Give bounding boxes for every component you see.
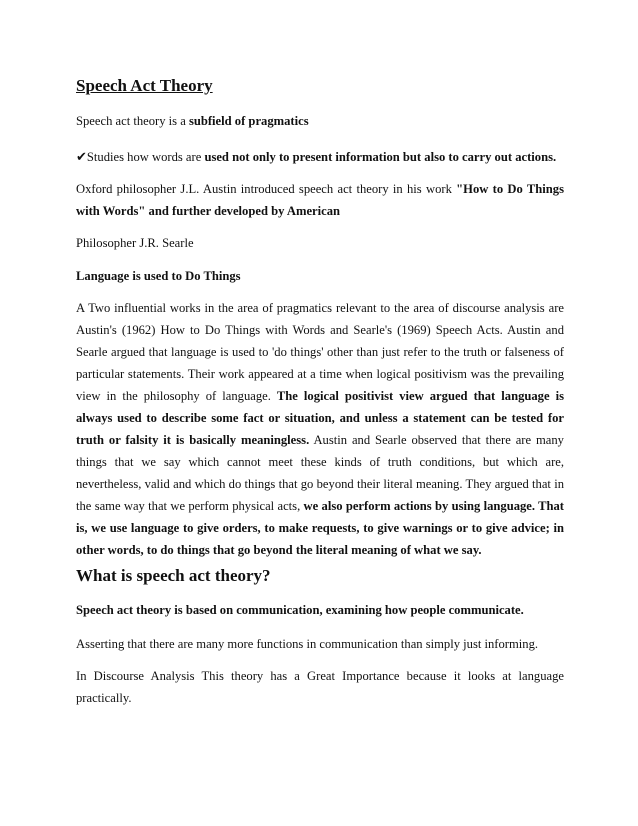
body-text-1: A Two influential works in the area of pragmatics relevant to the area of discourse analysis are Austin's (1962) How to Do Things with Words and Searle's (1969) Speech Acts. Austin and Searle argued that language is used to 'do things' other than just refer to the truth or falseness of particular statements. Their work appeared at a time when logical positivism was the prevailing view in the philosophy of language. [76,301,564,403]
based-text: Speech act theory is based on communication, examining how people communicate. [76,603,524,617]
studies-paragraph [76,146,564,169]
section-heading: What is speech act theory? [76,566,271,585]
studies-bold-text: used not only to present information but also to carry out actions. [204,150,557,164]
searle-paragraph: Philosopher J.R. Searle [76,236,194,250]
language-heading-text: Language is used to Do Things [76,269,241,283]
language-heading [76,265,564,287]
oxford-paragraph [76,178,564,222]
asserting-paragraph: Asserting that there are many more functions in communication than simply just informing. [76,637,539,651]
studies-text: Studies how words are [86,150,205,164]
body-bold-2: we also perform actions by using language. That is, we use language to give orders, to make requests, to give warnings or to give advice; in other words, to do things that go beyond the literal meaning of what we say. [76,499,564,557]
based-paragraph [76,599,564,621]
body-bold-1: The logical positivist view argued that language is always used to describe some fact or situation, and unless a statement can be tested for truth or falsity it is basically meaningless. [76,389,564,447]
body-text-2: Austin and Searle observed that there are many things that we say which cannot meet these kinds of truth conditions, but which are, nevertheless, valid and which do things that go beyond their literal meaning. They argued that in the same way that we perform physical acts, [76,433,564,513]
intro-text: Speech act theory is a [76,114,189,128]
intro-paragraph [76,110,564,132]
intro-bold-text: subfield of pragmatics [188,114,309,128]
discourse-paragraph: In Discourse Analysis This theory has a Great Importance because it looks at language practically. [76,669,564,705]
body-paragraph [76,297,564,561]
oxford-text: Oxford philosopher J.L. Austin introduced speech act theory in his work [76,182,457,196]
oxford-bold-text: "How to Do Things with Words" and further developed by American [76,182,564,218]
checkmark-icon: ✔ [76,150,87,165]
page-title: Speech Act Theory [76,76,213,95]
